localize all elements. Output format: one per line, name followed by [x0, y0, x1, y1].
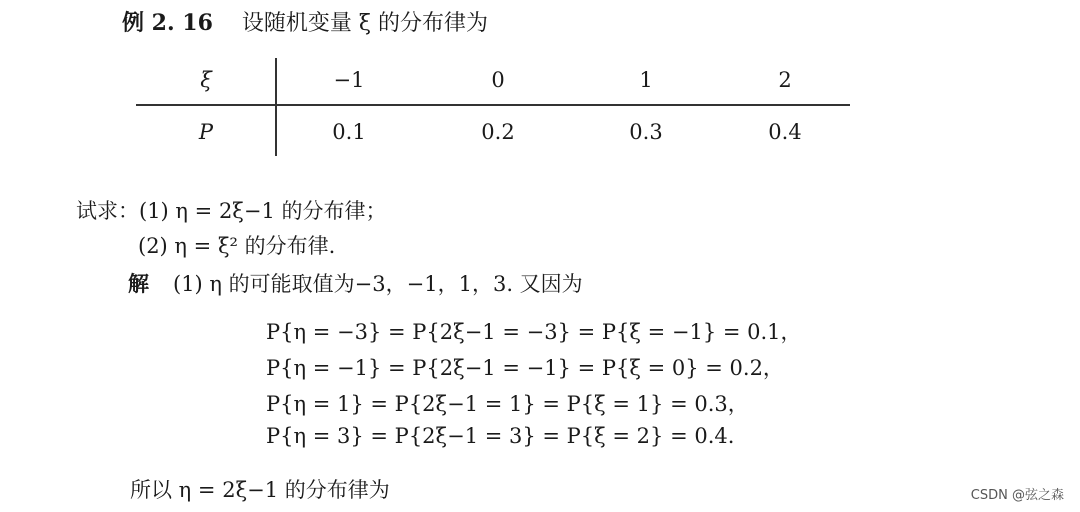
example-number: 例 2. 16 — [122, 10, 213, 36]
table-p-value: 0.3 — [629, 120, 663, 144]
question-part-2: (2) η = ξ² 的分布律. — [138, 234, 336, 258]
solution-conclusion: 所以 η = 2ξ−1 的分布律为 — [130, 478, 390, 502]
question-line-1 — [76, 195, 387, 225]
table-header-xi: ξ — [200, 68, 212, 92]
table-x-value: 0 — [491, 68, 505, 92]
solution-label: 解 — [128, 271, 149, 296]
equation-line: P{η = 3} = P{2ξ−1 = 3} = P{ξ = 2} = 0.4. — [266, 424, 735, 448]
equation-line: P{η = 1} = P{2ξ−1 = 1} = P{ξ = 1} = 0.3， — [266, 392, 749, 416]
table-x-value: 2 — [778, 68, 792, 92]
table-header-p: P — [198, 120, 214, 144]
table-horizontal-rule — [136, 104, 850, 106]
table-vertical-rule — [275, 58, 277, 156]
table-p-value: 0.1 — [332, 120, 366, 144]
watermark: CSDN @弦之森 — [970, 488, 1064, 503]
question-prefix: 试求： — [76, 199, 139, 223]
equation-line: P{η = −1} = P{2ξ−1 = −1} = P{ξ = 0} = 0.2， — [266, 356, 784, 380]
equation-line: P{η = −3} = P{2ξ−1 = −3} = P{ξ = −1} = 0.1， — [266, 320, 802, 344]
table-p-value: 0.4 — [768, 120, 802, 144]
example-statement: 设随机变量 ξ 的分布律为 — [241, 11, 489, 36]
table-x-value: −1 — [333, 68, 365, 92]
table-p-value: 0.2 — [481, 120, 515, 144]
solution-intro: (1) η 的可能取值为−3，−1，1，3. 又因为 — [173, 272, 583, 296]
solution-intro-line — [128, 268, 583, 298]
table-x-value: 1 — [639, 68, 653, 92]
example-title — [122, 6, 488, 37]
question-part-1: (1) η = 2ξ−1 的分布律； — [139, 199, 387, 223]
